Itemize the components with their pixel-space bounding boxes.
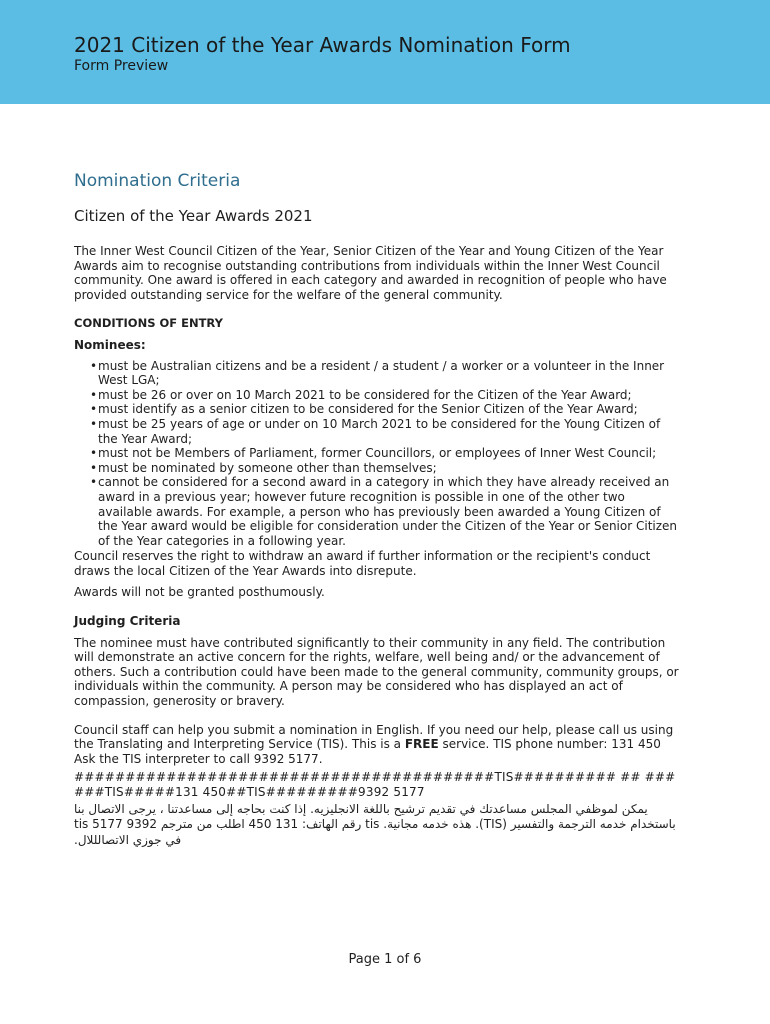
tis-text-after: service. TIS phone number: 131 450 Ask the TIS interpreter to call 9392 5177. (74, 737, 661, 766)
tis-free-label: FREE (404, 737, 439, 752)
awards-subtitle: Citizen of the Year Awards 2021 (74, 207, 313, 225)
judging-text: The nominee must have contributed significantly to their community in any field. The contribution will demonstrate an active concern for the rights, welfare, well being and/ or the advancement of others. Such a contribution could have been made to the general community, community groups, or individuals within the community. A person may be considered who has displayed an act of compassion, generosity or bravery. (74, 635, 679, 709)
form-header (0, 0, 770, 104)
list-item: • must be nominated by someone other than themselves; (90, 461, 680, 476)
nominee-rules-list (90, 359, 680, 549)
list-item: • must identify as a senior citizen to be considered for the Senior Citizen of the Year Award; (90, 402, 680, 417)
arabic-paragraph: يمكن لموظفي المجلس مساعدتك في تقديم ترشيح باللغة الانجليزيه. إذا كنت بحاجه إلى مساعدتنا ، يرجى الاتصال بنا باستخدام خدمه الترجمة والتفسير (TIS). هذه خدمه مجانية. tis رقم الهاتف: 131 450 اطلب من مترجم tis 5177 9392 في جوزي الاتصالللال. (74, 801, 676, 847)
form-content (74, 170, 680, 848)
list-item: • cannot be considered for a second award in a category in which they have already received an award in a previous year; however future recognition is possible in one of the other two available awards. For example, a person who has previously been awarded a Young Citizen of the Year award would be eligible for consideration under the Citizen of the Year or Senior Citizen of the Year categories in a following year. (90, 475, 680, 548)
intro-paragraph: The Inner West Council Citizen of the Year, Senior Citizen of the Year and Young Citizen of the Year Awards aim to recognise outstanding contributions from individuals within the Inner West Council community. One award is offered in each category and awarded in recognition of people who have provided outstanding service for the welfare of the general community. (74, 244, 667, 302)
encoded-text-line: #########################################TIS########## ## ### ###TIS#####131 450##TIS#########9392 5177 (74, 770, 676, 799)
list-item: • must be 25 years of age or under on 10 March 2021 to be considered for the Young Citizen of the Year Award; (90, 417, 680, 446)
tis-text-before: Council staff can help you submit a nomination in English. If you need our help, please call us using the Translating and Interpreting Service (TIS). This is a (74, 722, 674, 752)
nominees-heading: Nominees: (74, 337, 146, 352)
list-item: • must be Australian citizens and be a resident / a student / a worker or a volunteer in the Inner West LGA; (90, 359, 680, 388)
form-subtitle: Form Preview (74, 58, 169, 74)
conditions-heading: CONDITIONS OF ENTRY (74, 316, 223, 331)
posthumous-note: Awards will not be granted posthumously. (74, 585, 325, 600)
list-item: • must not be Members of Parliament, former Councillors, or employees of Inner West Council; (90, 446, 680, 461)
form-title: 2021 Citizen of the Year Awards Nomination Form (74, 33, 571, 57)
list-item: • must be 26 or over on 10 March 2021 to be considered for the Citizen of the Year Award; (90, 388, 680, 403)
judging-heading: Judging Criteria (74, 614, 181, 629)
page-number: Page 1 of 6 (348, 952, 422, 967)
tis-paragraph (74, 723, 680, 767)
withdraw-note: Council reserves the right to withdraw an award if further information or the recipient's conduct draws the local Citizen of the Year Awards into disrepute. (74, 549, 651, 578)
section-title: Nomination Criteria (74, 171, 241, 191)
